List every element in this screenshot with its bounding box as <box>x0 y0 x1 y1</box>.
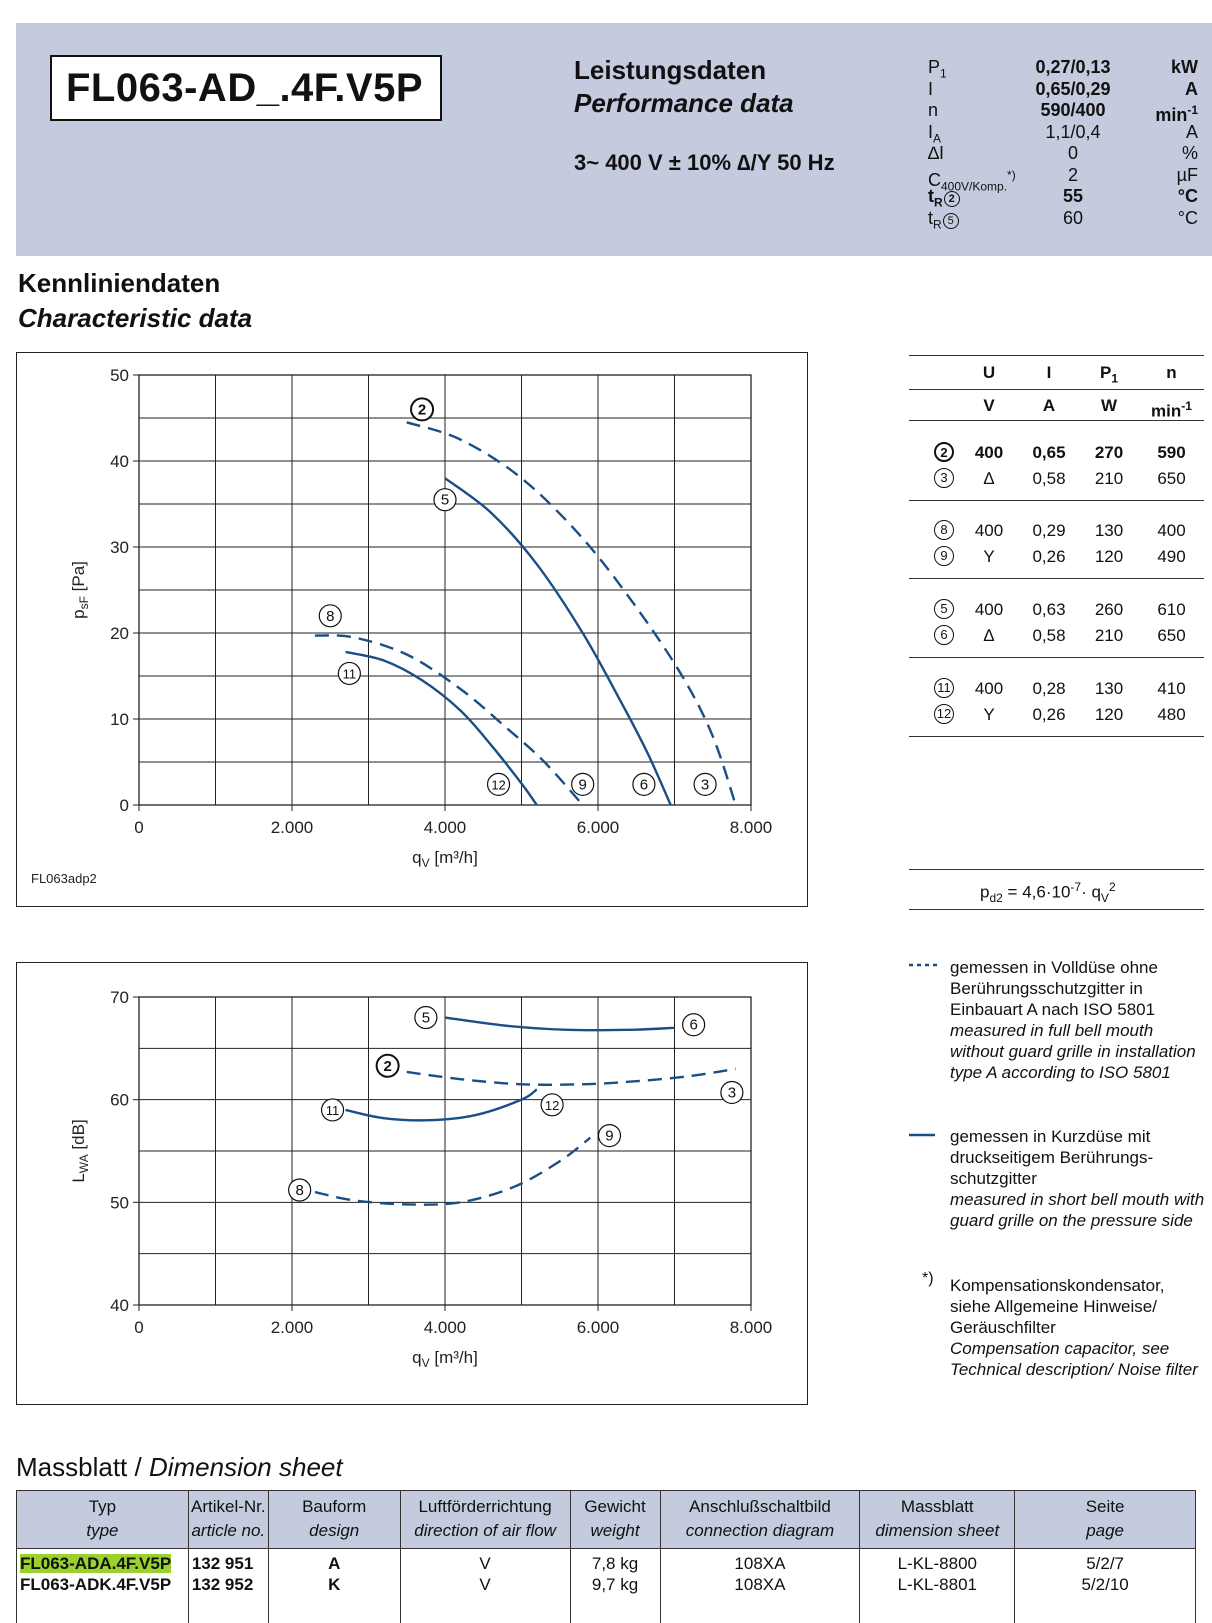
curve-label-text: 6 <box>689 1016 698 1034</box>
spec-unit: kW <box>1171 57 1198 77</box>
y-tick-label: 20 <box>110 624 129 643</box>
note-solid-de: gemessen in Kurzdüse mit druckseitigem Berührungs-schutzgitter <box>950 1127 1154 1188</box>
dimension-value: V <box>479 1575 491 1594</box>
curve-label-text: 6 <box>639 776 649 794</box>
table-rule <box>909 909 1204 910</box>
y-tick-label: 60 <box>110 1090 129 1110</box>
table-units-row <box>909 395 1204 421</box>
curve-label-text: 8 <box>295 1182 304 1200</box>
table-cell: $P_1$ <box>1099 363 1119 386</box>
spec-unit: A <box>1185 121 1198 142</box>
dimension-column-header: Artikel-Nr. article no. <box>188 1491 268 1549</box>
spec-value: 0,27/0,13 <box>1035 57 1111 77</box>
dimension-column-header: Seite page <box>1015 1491 1196 1549</box>
table-row: 11 400 0,28 130 410 <box>909 678 1204 700</box>
y-tick-label: 10 <box>110 710 129 729</box>
spec-row <box>16 121 1212 146</box>
spec-row <box>16 56 1212 81</box>
series-line-11-12 <box>346 1089 537 1120</box>
table-cell: 130 <box>1094 521 1124 540</box>
spec-unit: °C <box>1177 186 1198 206</box>
spec-unit: $\min^{-1}$ <box>1155 103 1198 125</box>
table-cell: 0,63 <box>1032 600 1066 619</box>
pressure-formula: $p_{d2} = 4,6\cdot 10^{-7}\cdot q_V^2$ <box>980 880 1116 906</box>
y-tick-label: 50 <box>110 1193 129 1213</box>
spec-unit: °C <box>1177 207 1198 228</box>
dimension-column-header: Massblatt dimension sheet <box>860 1491 1015 1549</box>
curve-label-6 <box>683 1014 705 1036</box>
curve-label-9 <box>598 1125 620 1147</box>
series-line-8 <box>315 635 583 805</box>
curve-label-text: 11 <box>342 666 357 682</box>
dimension-column-header: Luftförderrichtung direction of air flow <box>400 1491 570 1549</box>
spec-symbol: $C_{400V/Komp.}^{*)}$ <box>928 167 1016 194</box>
spec-row <box>16 164 1212 194</box>
dimension-cell <box>860 1549 1015 1623</box>
table-cell: U <box>982 363 996 382</box>
x-tick-label: 2.000 <box>270 818 314 837</box>
dimension-value: 108XA <box>734 1575 786 1594</box>
dimension-cell <box>268 1549 400 1623</box>
series-line-5-6 <box>445 1018 675 1031</box>
spec-symbol: $I_A$ <box>928 121 942 146</box>
table-row: 6 ∆ 0,58 210 650 <box>909 625 1204 647</box>
table-cell: 400 <box>974 443 1004 462</box>
dimension-table <box>16 1490 1196 1623</box>
spec-value: 0 <box>1067 143 1078 163</box>
dimension-value: 9,7 kg <box>591 1575 639 1594</box>
curve-label-2 <box>411 398 433 420</box>
table-header-row <box>909 362 1204 384</box>
spec-symbol: $P_1$ <box>928 57 947 81</box>
spec-value: 55 <box>1062 186 1084 206</box>
table-cell: 0,65 <box>1032 443 1066 462</box>
model-title: FL063-AD_.4F.V5P <box>50 55 442 121</box>
curve-label-8 <box>289 1179 311 1201</box>
table-cell: 210 <box>1094 626 1124 645</box>
table-cell: ∆ <box>983 469 995 488</box>
y-tick-label: 40 <box>110 1296 129 1315</box>
table-cell: I <box>1046 363 1052 382</box>
table-rule <box>909 736 1204 737</box>
spec-value: 590/400 <box>1040 100 1106 120</box>
spec-row <box>16 185 1212 210</box>
table-rule <box>909 657 1204 658</box>
table-cell: 490 <box>1157 547 1186 566</box>
pressure-chart <box>17 353 806 905</box>
y-axis-label: $p_{sF}$ [Pa] <box>69 561 91 619</box>
section-title-en: Characteristic data <box>18 303 253 333</box>
table-rule <box>909 578 1204 579</box>
curve-label-12 <box>488 773 510 795</box>
table-row: 2 400 0,65 270 590 <box>909 442 1204 464</box>
sound-chart-frame <box>16 962 808 1405</box>
table-cell: 0,29 <box>1032 521 1066 540</box>
table-cell: 650 <box>1157 626 1186 645</box>
dimension-value: K <box>328 1575 341 1594</box>
curve-label-text: 5 <box>421 1009 431 1027</box>
table-cell: 400 <box>974 679 1004 698</box>
note-dashed <box>950 957 1205 1083</box>
table-rule <box>909 389 1204 390</box>
series-line-5 <box>445 478 671 805</box>
curve-label-text: 5 <box>440 491 450 509</box>
table-cell: $\min^{-1}$ <box>1151 399 1192 421</box>
curve-label-text: 12 <box>491 777 506 793</box>
x-tick-label: 2.000 <box>270 1318 314 1337</box>
spec-value: 0,65/0,29 <box>1035 78 1111 99</box>
solid-line-sample <box>909 1132 935 1138</box>
sound-chart <box>17 963 806 1403</box>
table-cell: Y <box>983 705 995 724</box>
spec-row <box>16 78 1212 100</box>
table-cell: n <box>1166 363 1177 382</box>
curve-label-6 <box>633 773 655 795</box>
curve-label-11 <box>322 1099 344 1121</box>
dimension-cell <box>188 1549 268 1623</box>
table-cell: 120 <box>1094 705 1124 724</box>
dimension-column-header: Typ type <box>17 1491 189 1549</box>
dimension-value: L-KL-8800 <box>897 1554 977 1573</box>
spec-unit: A <box>1185 78 1198 99</box>
table-cell: 0,58 <box>1032 469 1066 488</box>
y-tick-label: 70 <box>110 988 129 1007</box>
dimension-cell <box>1015 1549 1196 1623</box>
dimension-cell <box>400 1549 570 1623</box>
note-dashed-de: gemessen in Volldüse ohne Berührungsschutzgitter in Einbauart A nach ISO 5801 <box>950 958 1158 1019</box>
spec-value: 60 <box>1062 207 1084 228</box>
note-footnote-de: Kompensationskondensator, siehe Allgemeine Hinweise/ Geräuschfilter <box>950 1276 1165 1337</box>
spec-value: 1,1/0,4 <box>1045 121 1101 142</box>
dimension-rows <box>17 1549 1196 1623</box>
curve-label-12 <box>541 1094 563 1116</box>
curve-label-text: 9 <box>578 776 587 794</box>
spec-row <box>16 207 1212 232</box>
spec-symbol: $t_R$ 2 <box>928 185 960 214</box>
table-cell: A <box>1042 396 1056 415</box>
note-footnote-en: Compensation capacitor, see Technical description/ Noise filter <box>950 1339 1198 1379</box>
dimension-value: A <box>328 1554 341 1573</box>
y-tick-label: 0 <box>119 796 129 815</box>
pressure-chart-frame <box>16 352 808 907</box>
table-rule <box>909 420 1204 421</box>
spec-symbol: I <box>928 78 934 99</box>
curve-label-3 <box>694 773 716 795</box>
table-cell: 480 <box>1157 705 1186 724</box>
chart-id-label: FL063adp2 <box>31 871 97 886</box>
dimension-column-header: Anschlußschaltbild connection diagram <box>660 1491 860 1549</box>
y-tick-label: 50 <box>110 366 129 385</box>
dimension-value: V <box>479 1554 491 1573</box>
table-cell: 650 <box>1157 469 1186 488</box>
dimension-value: 108XA <box>734 1554 786 1573</box>
table-row: 8 400 0,29 130 400 <box>909 520 1204 542</box>
note-solid <box>950 1126 1205 1231</box>
curve-label-5 <box>434 489 456 511</box>
dimension-value: FL063-ADA.4F.V5P <box>20 1554 172 1573</box>
table-rule <box>909 355 1204 356</box>
dashed-line-sample <box>909 962 939 968</box>
x-tick-label: 6.000 <box>576 1318 620 1337</box>
performance-subtitle: Performance data <box>574 88 794 118</box>
curve-label-3 <box>721 1081 743 1103</box>
table-cell: 210 <box>1094 469 1124 488</box>
spec-symbol: n <box>928 100 939 120</box>
table-cell: 410 <box>1157 679 1186 698</box>
dimension-value: 5/2/7 <box>1086 1554 1124 1573</box>
curve-label-text: 12 <box>544 1097 560 1113</box>
table-cell: V <box>983 396 995 415</box>
curve-label-11 <box>338 662 360 684</box>
curve-label-2 <box>377 1055 399 1077</box>
spec-symbol: $t_R$ 5 <box>928 207 959 236</box>
header-band <box>16 23 1212 256</box>
spec-row <box>16 142 1212 164</box>
x-axis-label: $q_V$ [m³/h] <box>412 1348 478 1370</box>
curve-label-text: 3 <box>700 776 710 794</box>
y-tick-label: 30 <box>110 538 129 557</box>
table-row: 9 Y 0,26 120 490 <box>909 546 1204 568</box>
section-title-de: Kennliniendaten <box>18 268 221 298</box>
table-cell: 0,28 <box>1032 679 1066 698</box>
dimension-column-header: Bauform design <box>268 1491 400 1549</box>
footnote-mark: *) <box>922 1270 934 1287</box>
supply-voltage: 3~ 400 V ± 10% ∆/Y 50 Hz <box>574 150 835 175</box>
curve-label-text: 3 <box>727 1084 737 1102</box>
curve-label-text: 9 <box>605 1127 614 1145</box>
curve-label-text: 2 <box>383 1057 392 1075</box>
table-cell: 400 <box>974 521 1004 540</box>
dimension-value: L-KL-8801 <box>897 1575 977 1594</box>
x-tick-label: 8.000 <box>729 1318 773 1337</box>
dimension-value: 5/2/10 <box>1081 1575 1129 1594</box>
note-footnote <box>950 1275 1205 1380</box>
x-axis-label: $q_V$ [m³/h] <box>412 848 478 870</box>
table-cell: 270 <box>1094 443 1124 462</box>
x-tick-label: 4.000 <box>423 818 467 837</box>
curve-label-text: 2 <box>417 401 427 419</box>
note-solid-en: measured in short bell mouth with guard grille on the pressure side <box>950 1190 1205 1230</box>
x-tick-label: 4.000 <box>423 1318 467 1337</box>
table-row: 12 Y 0,26 120 480 <box>909 704 1204 726</box>
spec-unit: % <box>1181 143 1198 163</box>
dimension-value: 132 951 <box>191 1554 254 1573</box>
table-cell: 260 <box>1094 600 1124 619</box>
dimension-cell <box>570 1549 660 1623</box>
spec-row <box>16 99 1212 125</box>
dimension-value: 7,8 kg <box>591 1554 639 1573</box>
y-tick-label: 40 <box>110 452 129 471</box>
curve-label-text: 8 <box>326 607 335 625</box>
y-axis-label: $L_{WA}$ [dB] <box>69 1119 91 1183</box>
table-row: 3 ∆ 0,58 210 650 <box>909 468 1204 490</box>
series-line-8-9 <box>315 1138 590 1205</box>
note-dashed-en: measured in full bell mouth without guard grille in installation type A according to ISO 5801 <box>950 1021 1196 1082</box>
table-row: 5 400 0,63 260 610 <box>909 599 1204 621</box>
table-cell: 120 <box>1094 547 1124 566</box>
table-cell: 400 <box>1157 521 1186 540</box>
curve-label-9 <box>572 773 594 795</box>
curve-label-5 <box>415 1007 437 1029</box>
spec-unit: µF <box>1176 164 1198 185</box>
x-tick-label: 0 <box>134 1318 144 1337</box>
spec-value: 2 <box>1067 164 1078 185</box>
x-tick-label: 8.000 <box>729 818 773 837</box>
table-cell: 590 <box>1157 443 1186 462</box>
table-cell: ∆ <box>983 626 995 645</box>
table-rule <box>909 500 1204 501</box>
series-line-2-3 <box>407 1069 736 1085</box>
table-cell: 610 <box>1157 600 1186 619</box>
table-rule <box>909 869 1204 870</box>
dimension-column-header: Gewicht weight <box>570 1491 660 1549</box>
dimension-value: 132 952 <box>191 1575 254 1594</box>
table-cell: 400 <box>974 600 1004 619</box>
table-cell: W <box>1100 396 1118 415</box>
x-tick-label: 0 <box>134 818 144 837</box>
spec-symbol: ∆I <box>928 143 945 163</box>
curve-label-text: 11 <box>325 1102 340 1118</box>
table-cell: 130 <box>1094 679 1124 698</box>
table-cell: 0,26 <box>1032 547 1066 566</box>
table-cell: Y <box>983 547 995 566</box>
x-tick-label: 6.000 <box>576 818 620 837</box>
curve-label-8 <box>319 605 341 627</box>
dimension-cell <box>660 1549 860 1623</box>
performance-title: Leistungsdaten <box>574 55 767 85</box>
dimension-value: FL063-ADK.4F.V5P <box>20 1575 172 1594</box>
dimension-cell <box>17 1549 189 1623</box>
table-cell: 0,26 <box>1032 705 1066 724</box>
dimension-title: Massblatt / Dimension sheet <box>16 1452 343 1482</box>
table-cell: 0,58 <box>1032 626 1066 645</box>
